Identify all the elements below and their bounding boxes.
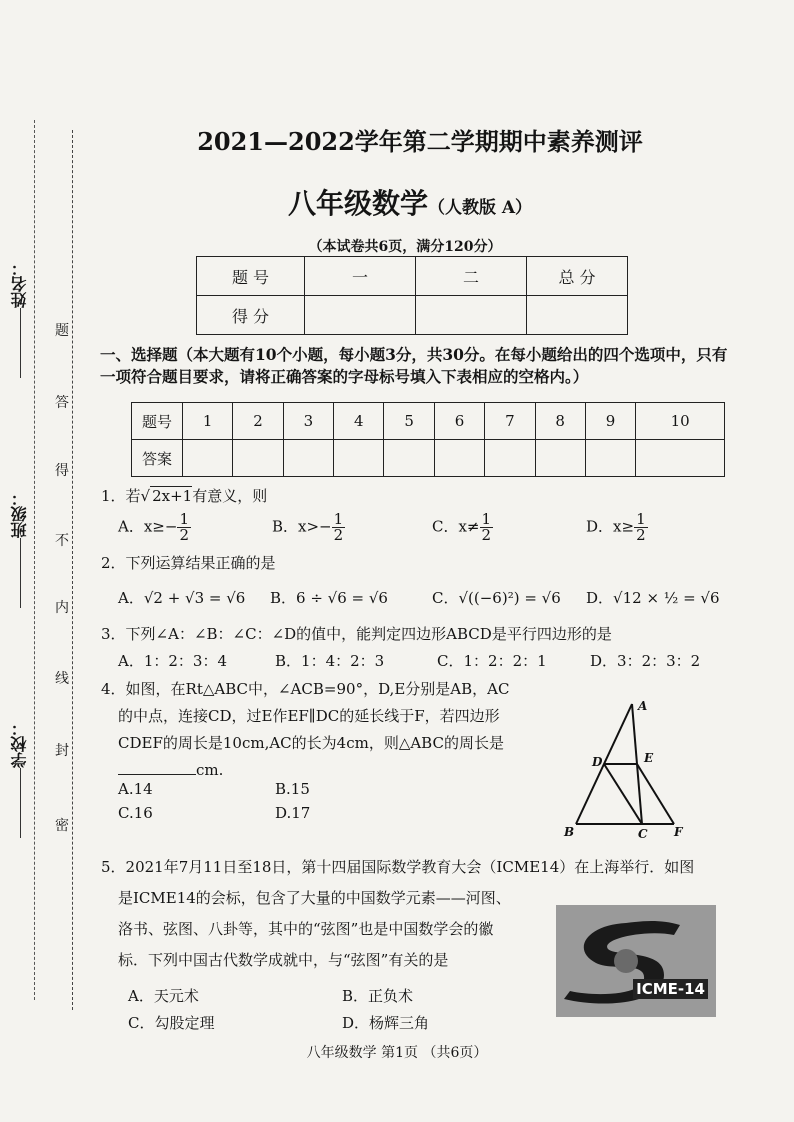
- q4-triangle-figure: [556, 696, 696, 841]
- answer-number: 8: [535, 403, 585, 440]
- binding-char: 不: [55, 533, 69, 549]
- name-field[interactable]: 姓名：: [8, 260, 31, 378]
- segment-dc: [604, 764, 642, 824]
- score-cell[interactable]: [527, 296, 628, 335]
- seal-line: [72, 130, 73, 1010]
- denominator: 2: [333, 526, 344, 544]
- question-3-stem: 3．下列∠A：∠B：∠C：∠D的值中，能判定四边形ABCD是平行四边形的是: [101, 625, 612, 643]
- answer-cell[interactable]: [384, 440, 434, 477]
- score-cell[interactable]: [305, 296, 416, 335]
- label-b: B: [564, 825, 575, 839]
- q4-blank[interactable]: [118, 774, 196, 775]
- q4-option-c[interactable]: C.16: [118, 804, 153, 822]
- binding-char: 题: [55, 323, 69, 339]
- q1-option-d-text: D．x≥: [586, 517, 635, 536]
- question-1-stem: 1．若√ 2x+1有意义，则: [101, 487, 268, 505]
- score-header-cell: 二: [416, 257, 527, 296]
- q1-option-d[interactable]: [586, 512, 648, 543]
- q3-option-b[interactable]: B．1：4：2：3: [275, 652, 385, 670]
- fraction: [480, 512, 494, 543]
- binding-line: [34, 120, 35, 1000]
- q4-unit: cm.: [196, 761, 224, 779]
- q3-option-d[interactable]: D．3：2：3：2: [590, 652, 701, 670]
- edition: （人教版 A）: [427, 198, 533, 218]
- label-e: E: [644, 751, 654, 765]
- class-field[interactable]: 班级：: [8, 490, 31, 608]
- q2-option-c[interactable]: C．√((−6)²) = √6: [432, 589, 561, 607]
- denominator: 2: [636, 526, 646, 544]
- q5-line: 是ICME14的会标，包含了大量的中国数学元素——河图、: [118, 889, 511, 907]
- q5-line: 洛书、弦图、八卦等，其中的“弦图”也是中国数学会的徽: [118, 920, 494, 938]
- question-2-stem: 2．下列运算结果正确的是: [101, 554, 276, 572]
- q1-option-c-text: C．x≠: [432, 517, 480, 536]
- answer-header-label: 题号: [132, 403, 183, 440]
- q1-option-a-text: A．x≥−: [118, 517, 178, 536]
- q5-option-b[interactable]: B．正负术: [342, 987, 414, 1005]
- score-cell[interactable]: [416, 296, 527, 335]
- q4-option-d[interactable]: D.17: [275, 804, 311, 822]
- label-f: F: [674, 825, 683, 839]
- q3-option-c[interactable]: C．1：2：2：1: [437, 652, 547, 670]
- binding-char: 答: [55, 395, 69, 411]
- label-d: D: [592, 755, 603, 769]
- fraction: [634, 512, 648, 543]
- answer-cell[interactable]: [183, 440, 233, 477]
- score-header-cell: 总 分: [527, 257, 628, 296]
- score-table: [196, 256, 628, 335]
- score-header-cell: 题 号: [197, 257, 305, 296]
- q1-option-b-text: B．x>−: [272, 517, 332, 536]
- question-4-stem: [101, 676, 509, 784]
- answer-row-label: 答案: [132, 440, 183, 477]
- segment-ef: [637, 764, 674, 824]
- q4-line: 4．如图，在Rt△ABC中，∠ACB=90°，D,E分别是AB，AC: [101, 680, 510, 698]
- q2-option-a[interactable]: A．√2 + √3 = √6: [118, 589, 246, 607]
- q5-line: 5．2021年7月11日至18日，第十四届国际数学教育大会（ICME14）在上海举行．如图: [101, 858, 695, 876]
- q1-stem-start: 1．若: [101, 487, 141, 505]
- q2-option-d[interactable]: D．√12 × ½ = √6: [586, 589, 720, 607]
- binding-char: 封: [55, 743, 69, 759]
- icme-swirl-icon: [556, 905, 716, 1017]
- label-c: C: [638, 827, 648, 841]
- fraction: [177, 512, 191, 543]
- binding-char: 内: [55, 600, 69, 616]
- answer-cell[interactable]: [535, 440, 585, 477]
- answer-number: 6: [434, 403, 484, 440]
- exam-subtitle: [180, 182, 640, 222]
- q1-radicand: 2x+1: [152, 487, 193, 505]
- q4-option-b[interactable]: B.15: [275, 780, 310, 798]
- answer-cell[interactable]: [434, 440, 484, 477]
- school-field[interactable]: 学校：: [8, 720, 31, 838]
- subject: 八年级数学: [287, 187, 428, 220]
- q4-line: 的中点，连接CD，过E作EF∥DC的延长线于F，若四边形: [118, 707, 500, 725]
- label-a: A: [638, 699, 648, 713]
- q1-stem-end: 有意义，则: [192, 487, 268, 505]
- denominator: 2: [179, 526, 189, 544]
- binding-char: 密: [55, 818, 69, 834]
- numerator: 1: [333, 510, 344, 528]
- answer-cell[interactable]: [636, 440, 725, 477]
- answer-number: 10: [636, 403, 725, 440]
- numerator: 1: [636, 510, 646, 528]
- q4-line: CDEF的周长是10cm,AC的长为4cm，则△ABC的周长是: [118, 734, 504, 752]
- q5-option-c[interactable]: C．勾股定理: [128, 1014, 215, 1032]
- answer-number: 4: [334, 403, 384, 440]
- answer-table: [131, 402, 725, 477]
- q2-option-b[interactable]: B．6 ÷ √6 = √6: [270, 589, 388, 607]
- score-row-label: 得 分: [197, 296, 305, 335]
- q3-option-a[interactable]: A．1：2：3：4: [118, 652, 228, 670]
- binding-char: 线: [55, 671, 69, 687]
- q5-option-d[interactable]: D．杨辉三角: [342, 1014, 430, 1032]
- q5-option-a[interactable]: A．天元术: [128, 987, 199, 1005]
- answer-cell[interactable]: [283, 440, 333, 477]
- exam-note: （本试卷共6页，满分120分）: [308, 239, 502, 255]
- q1-option-c[interactable]: [432, 512, 493, 543]
- page-footer: 八年级数学 第1页 （共6页）: [306, 1045, 488, 1061]
- answer-number: 9: [585, 403, 635, 440]
- exam-title: 2021—2022学年第二学期期中素养测评: [197, 127, 643, 156]
- q1-option-a[interactable]: [118, 512, 191, 543]
- answer-number: 7: [485, 403, 535, 440]
- answer-cell[interactable]: [485, 440, 535, 477]
- icme-logo: [556, 905, 716, 1017]
- numerator: 1: [481, 510, 492, 528]
- answer-cell[interactable]: [233, 440, 283, 477]
- answer-cell[interactable]: [585, 440, 635, 477]
- section-heading: 一、选择题（本大题有10个小题，每小题3分，共30分。在每小题给出的四个选项中，只有一项符合题目要求，请将正确答案的字母标号填入下表相应的空格内。）: [100, 345, 728, 386]
- answer-number: 2: [233, 403, 283, 440]
- q5-line: 标．下列中国古代数学成就中，与“弦图”有关的是: [118, 951, 449, 969]
- score-header-cell: 一: [305, 257, 416, 296]
- binding-char: 得: [55, 463, 69, 479]
- fraction: [332, 512, 346, 543]
- q1-option-b[interactable]: [272, 512, 345, 543]
- answer-number: 3: [283, 403, 333, 440]
- answer-number: 1: [183, 403, 233, 440]
- answer-cell[interactable]: [334, 440, 384, 477]
- denominator: 2: [481, 526, 492, 544]
- answer-number: 5: [384, 403, 434, 440]
- icme-logo-text: ICME-14: [633, 979, 708, 999]
- q4-option-a[interactable]: A.14: [118, 780, 153, 798]
- numerator: 1: [179, 510, 189, 528]
